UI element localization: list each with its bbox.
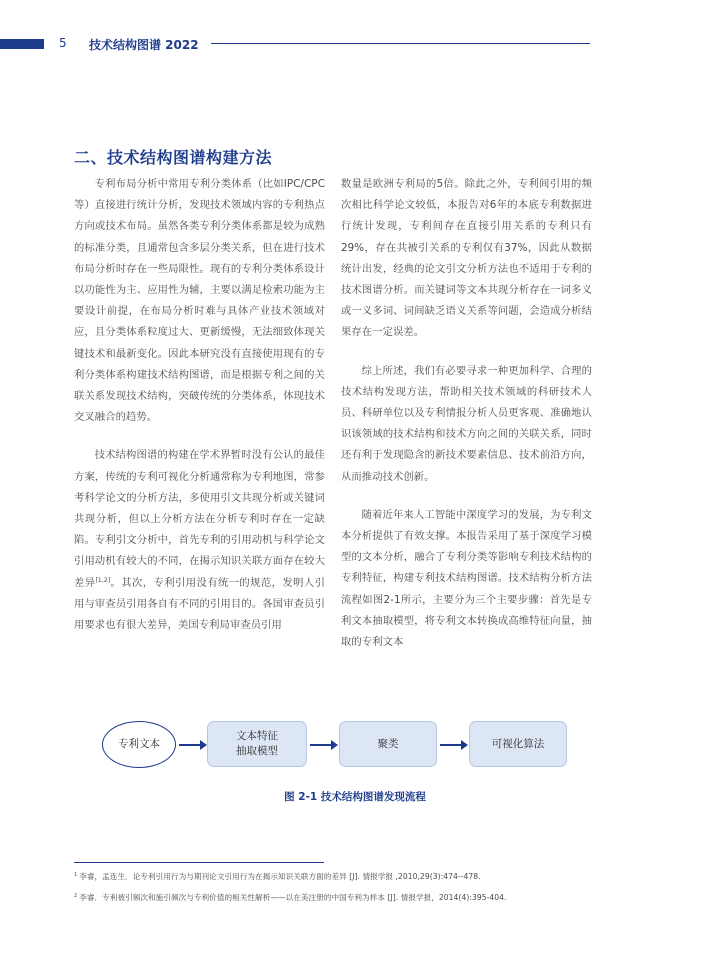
paragraph-with-citation xyxy=(74,445,325,636)
footnote-mark: 1 xyxy=(74,872,78,878)
page-number: 5 xyxy=(59,36,67,50)
paragraph: 综上所述，我们有必要寻求一种更加科学、合理的技术结构发现方法，帮助相关技术领域的科研技术人员、科研单位以及专利情报分析人员更客观、准确地认识该领域的技术结构和技术方向之间的关联关系，同时还有利于发现隐含的新技术要素信息、技术前沿方向，从而推动技术创新。 xyxy=(341,364,592,483)
footnote-text: 李睿．专利被引频次和施引频次与专利价值的相关性解析——以在美注册的中国专利为样本 [J]. 情报学报，2014(4):395-404. xyxy=(79,893,507,902)
section-title: 二、技术结构图谱构建方法 xyxy=(74,148,273,167)
paragraph: 专利布局分析中常用专利分类体系（比如IPC/CPC等）直接进行统计分析，发现技术领域内容的专利热点方向或技术布局。虽然各类专利分类体系都是较为成熟的标准分类，且通常包含多层分类关系，但在进行技术布局分析时存在一些局限性。现有的专利分类体系设计以功能性为主、应用性为辅，主要以满足检索功能为主要设计前提，在布局分析时难与具体产业技术领域对应，且分类体系粒度过大、更新缓慢，无法细致体现关键技术和最新变化。因此本研究没有直接使用现有的专利分类体系构建技术结构图谱，而是根据专利之间的关联关系发现技术结构，突破传统的分类体系，体现技术交叉融合的趋势。 xyxy=(74,178,325,424)
flow-node-feature-extraction xyxy=(207,721,307,767)
footnote-text: 李睿，孟连生．论专利引用行为与期刊论文引用行为在揭示知识关联方面的差异 [J]. 情报学报 ,2010,29(3):474--478. xyxy=(79,872,481,881)
paragraph: 数量是欧洲专利局的5倍。除此之外，专利间引用的频次相比科学论文较低，本报告对6年的本底专利数据进行统计发现，专利间存在直接引用关系的专利只有29%，存在共被引关系的专利仅有37%，因此从数据统计出发，经典的论文引文分析方法也不适用于专利的技术图谱分析。而关键词等文本共现分析存在一词多义或一义多词、词间缺乏语义关系等问题，会造成分析结果存在一定误差。 xyxy=(341,178,592,339)
flow-node-label: 文本特征 抽取模型 xyxy=(236,730,278,757)
footnote-rule xyxy=(74,862,324,863)
paragraph-text: 。其次，专利引用没有统一的规范，发明人引用与审查员引用各自有不同的引用目的。各国审查员引用要求也有很大差异，美国专利局审查员引用 xyxy=(74,576,326,632)
paragraph: 随着近年来人工智能中深度学习的发展，为专利文本分析提供了有效支撑。本报告采用了基于深度学习模型的文本分析，融合了专利分类等影响专利技术结构的专利特征，构建专利技术结构图谱。技术结构分析方法流程如图2-1所示，主要分为三个主要步骤：首先是专利文本抽取模型，将专利文本转换成高维特征向量，抽取的专利文本 xyxy=(341,508,592,649)
footnote-1 xyxy=(74,871,481,882)
running-title: 技术结构图谱 2022 xyxy=(89,38,199,52)
header-rule xyxy=(211,43,590,44)
flow-arrow xyxy=(440,744,462,746)
flow-node-label: 聚类 xyxy=(377,737,399,750)
paragraph-text: 技术结构图谱的构建在学术界暂时没有公认的最佳方案，传统的专利可视化分析通常称为专利地图，常参考科学论文的分析方法，多使用引文共现分析或关键词共现分析，但以上分析方法在分析专利时存在一定缺陷。专利引文分析中，首先专利的引用动机与科学论文引用动机有较大的不同，在揭示知识关联方面存在较大差异 xyxy=(74,449,325,589)
footnote-mark: 2 xyxy=(74,893,78,899)
flow-arrow xyxy=(310,744,332,746)
process-flow-diagram xyxy=(96,715,596,775)
citation-mark[interactable]: [1,2] xyxy=(95,576,111,584)
right-column xyxy=(341,174,592,653)
flow-arrow xyxy=(179,744,201,746)
footnote-2 xyxy=(74,892,507,903)
header-accent-bar xyxy=(0,39,44,49)
flow-node-patent-text xyxy=(102,721,176,768)
flow-node-clustering xyxy=(339,721,437,767)
flow-node-label: 可视化算法 xyxy=(491,737,545,750)
flow-node-label: 专利文本 xyxy=(118,738,160,750)
flow-node-visualization xyxy=(469,721,567,767)
figure-caption: 图 2-1 技术结构图谱发现流程 xyxy=(284,791,426,803)
left-column xyxy=(74,174,325,636)
